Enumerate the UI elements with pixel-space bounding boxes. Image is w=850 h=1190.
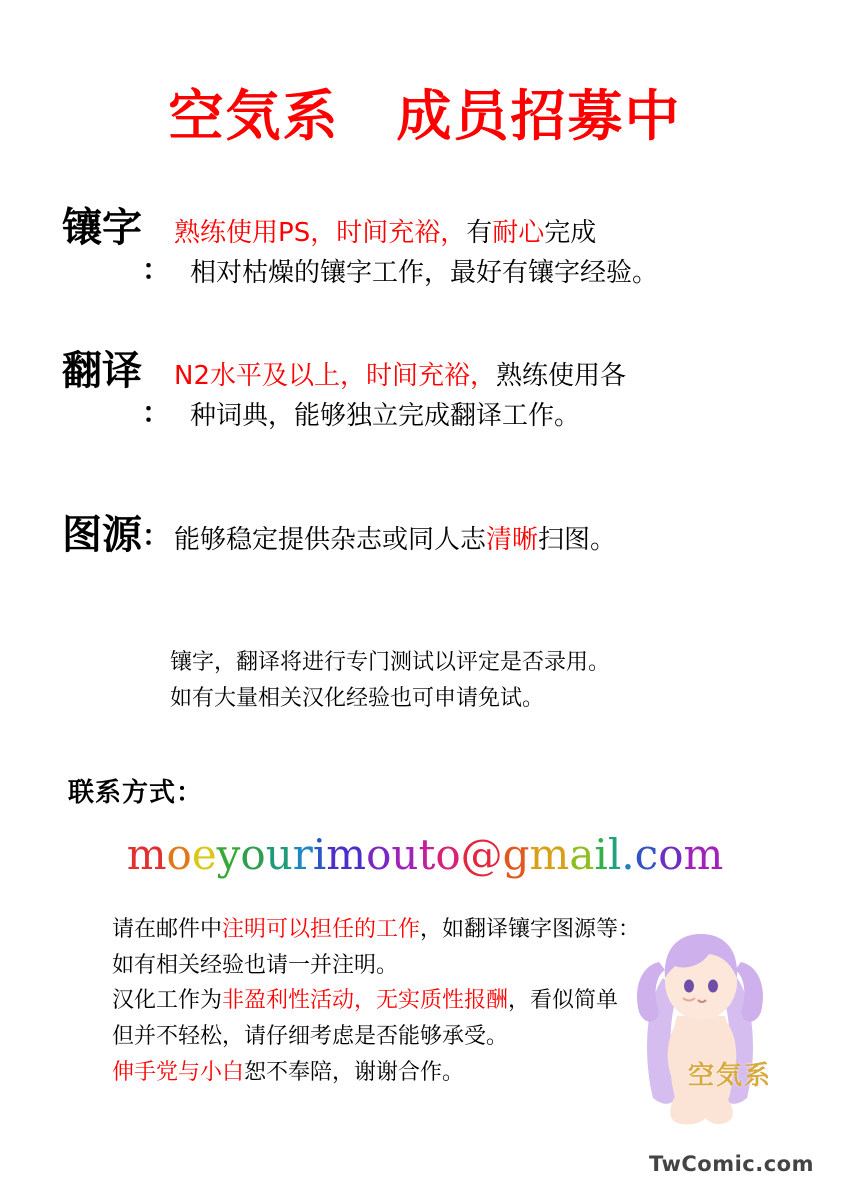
email-char: @ bbox=[460, 830, 503, 879]
email-char: m bbox=[126, 830, 167, 879]
email-char: . bbox=[621, 830, 635, 879]
email-char: o bbox=[435, 830, 461, 879]
email-char: r bbox=[292, 830, 313, 879]
role-desc-translation-line2: 种词典，能够独立完成翻译工作。 bbox=[190, 401, 581, 432]
footer-l1-s1: 请在邮件中 bbox=[112, 917, 223, 942]
footer-l5-s1: 伸手党与小白 bbox=[112, 1059, 245, 1085]
email-char: o bbox=[658, 830, 684, 879]
notes-block bbox=[170, 645, 610, 716]
email-char: o bbox=[366, 830, 392, 879]
role-colon-translation: ： bbox=[142, 395, 171, 429]
email-char: u bbox=[265, 830, 293, 879]
role-desc-typesetting bbox=[170, 205, 802, 294]
role-colon-rawsource: ： bbox=[142, 519, 171, 553]
notes-line-1: 镶字，翻译将进行专门测试以评定是否录用。 bbox=[170, 650, 611, 675]
email-char: g bbox=[502, 830, 530, 879]
role-colon-typesetting: ： bbox=[142, 252, 171, 286]
footer-l1-s3: ，如翻译镶字图源等： bbox=[420, 917, 641, 942]
email-char: m bbox=[326, 830, 367, 879]
footer-l3-s1: 汉化工作为 bbox=[112, 988, 223, 1014]
role-desc-typesetting-seg3: 耐心 bbox=[492, 218, 545, 248]
contact-label: 联系方式： bbox=[68, 778, 204, 808]
role-desc-rawsource-seg2: 清晰 bbox=[486, 525, 539, 555]
group-watermark: 空気系 bbox=[687, 1061, 772, 1091]
email-char: y bbox=[216, 830, 241, 879]
role-desc-rawsource-seg1: 能够稳定提供杂志或同人志 bbox=[174, 525, 487, 555]
role-desc-typesetting-seg4: 完成 bbox=[544, 218, 597, 248]
role-desc-translation bbox=[170, 348, 802, 437]
email-char: i bbox=[594, 830, 608, 879]
role-desc-translation-seg2: 熟练使用各 bbox=[496, 361, 627, 391]
role-desc-rawsource-seg3: 扫图。 bbox=[538, 525, 617, 555]
page-title: 空気系 成员招募中 bbox=[168, 84, 682, 148]
email-char: m bbox=[683, 830, 724, 879]
email-char: c bbox=[634, 830, 659, 879]
mascot-illustration bbox=[605, 908, 795, 1138]
contact-email[interactable] bbox=[0, 830, 850, 879]
email-char: m bbox=[529, 830, 570, 879]
role-block-translation bbox=[62, 348, 802, 437]
email-char: a bbox=[569, 830, 595, 879]
footer-l2-s1: 如有相关经验也请一并注明。 bbox=[112, 952, 399, 978]
footer-l1-s2: 注明可以担任的工作 bbox=[222, 917, 421, 942]
role-desc-typesetting-seg2: 有 bbox=[466, 218, 493, 248]
role-label-rawsource: 图源 bbox=[62, 512, 142, 558]
role-desc-typesetting-seg1: 熟练使用PS，时间充裕， bbox=[174, 218, 467, 248]
role-desc-typesetting-line2: 相对枯燥的镶字工作，最好有镶字经验。 bbox=[190, 258, 659, 289]
site-watermark: TwComic.com bbox=[648, 1152, 814, 1176]
email-char: o bbox=[166, 830, 192, 879]
role-block-typesetting bbox=[62, 205, 802, 294]
role-label-typesetting: 镶字 bbox=[62, 205, 142, 251]
email-char: u bbox=[391, 830, 419, 879]
footer-l3-s3: ，看似简单 bbox=[508, 988, 619, 1014]
role-desc-rawsource bbox=[170, 512, 802, 560]
email-char: e bbox=[191, 830, 217, 879]
footer-l3-s2: 非盈利性活动，无实质性报酬 bbox=[222, 988, 509, 1014]
role-desc-translation-seg1: N2水平及以上，时间充裕， bbox=[174, 361, 497, 391]
email-char: l bbox=[607, 830, 622, 879]
footer-l5-s2: 恕不奉陪，谢谢合作。 bbox=[244, 1059, 465, 1085]
email-char: i bbox=[312, 830, 327, 879]
footer-l4-s1: 但并不轻松，请仔细考虑是否能够承受。 bbox=[112, 1023, 509, 1049]
role-label-translation: 翻译 bbox=[62, 348, 142, 394]
email-char: o bbox=[240, 830, 266, 879]
email-char: t bbox=[418, 830, 436, 879]
role-block-rawsource bbox=[62, 512, 802, 560]
notes-line-2: 如有大量相关汉化经验也可申请免试。 bbox=[170, 685, 545, 711]
